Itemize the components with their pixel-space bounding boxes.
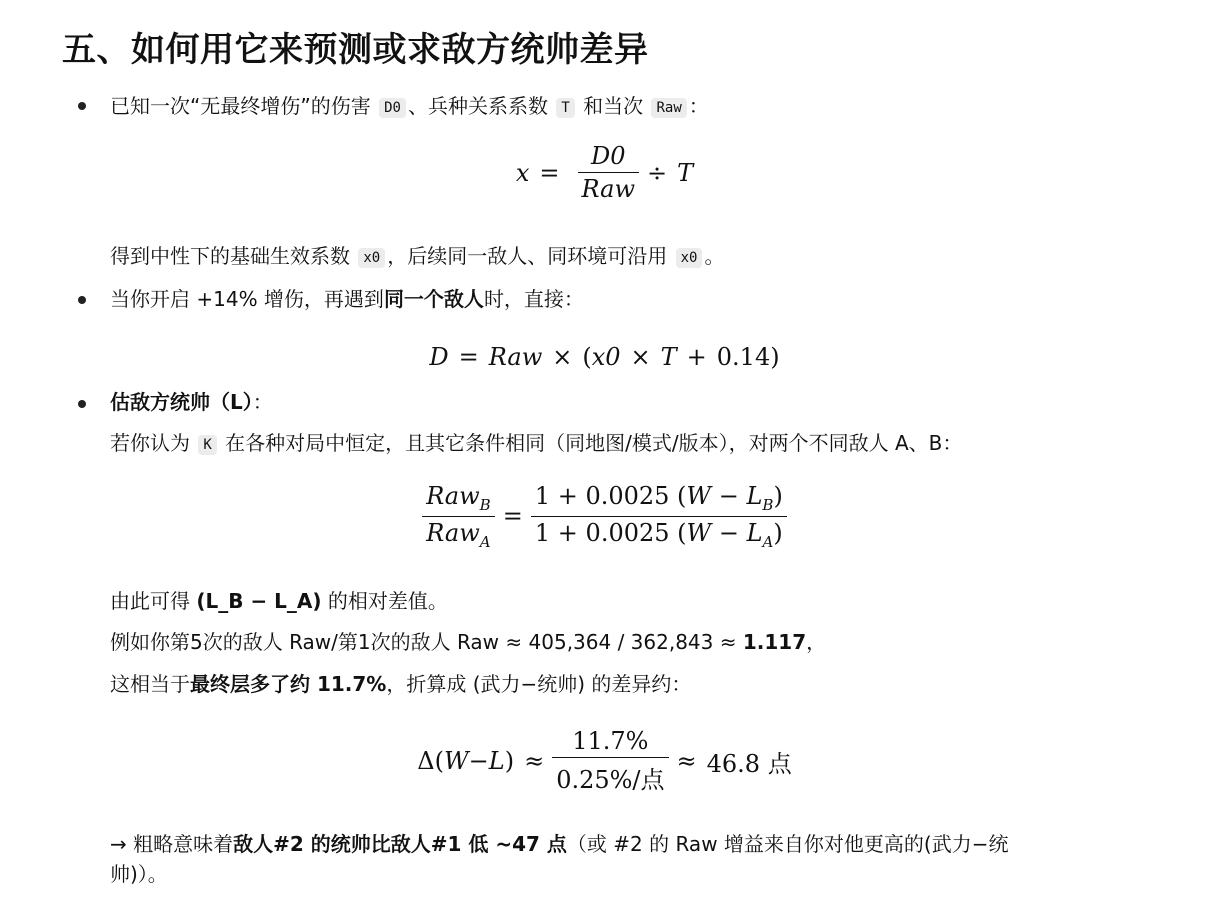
text: 若你认为 xyxy=(110,431,190,455)
eq-constant: 0.14 xyxy=(716,343,771,371)
eq-symbol: L xyxy=(746,518,763,547)
eq-operator: × xyxy=(552,343,573,371)
eq-operator: = xyxy=(502,502,523,531)
eq-paren: ) xyxy=(504,747,515,775)
eq-operator: ÷ xyxy=(647,158,668,187)
eq-operator: + xyxy=(686,343,707,371)
bullet-boost xyxy=(110,285,584,313)
paragraph-example xyxy=(110,628,826,656)
text: 帅)）。 xyxy=(110,862,168,886)
eq-symbol: Raw xyxy=(426,482,480,510)
equation-delta xyxy=(0,727,1209,795)
inline-code-x0: x0 xyxy=(358,248,385,268)
text: （或 #2 的 Raw 增益来自你对他更高的(武力−统 xyxy=(566,832,1009,856)
text: 和当次 xyxy=(583,94,644,118)
equation-x xyxy=(0,142,1209,203)
eq-result: 46.8 点 xyxy=(706,749,792,778)
fraction xyxy=(422,482,495,551)
text: 当你开启 +14% 增伤，再遇到 xyxy=(110,287,384,311)
bullet-dot xyxy=(78,102,86,110)
text: 已知一次“无最终增伤”的伤害 xyxy=(110,94,371,118)
inline-code-raw: Raw xyxy=(651,98,686,118)
fraction-denominator xyxy=(422,516,494,551)
text: 这相当于 xyxy=(110,672,190,696)
eq-symbol: Raw xyxy=(426,518,480,547)
bold-text: (L_B − L_A) xyxy=(196,589,322,613)
text: ， xyxy=(806,630,827,654)
eq-paren: ) xyxy=(773,482,783,510)
fraction-numerator xyxy=(422,482,495,516)
eq-operator: ≈ xyxy=(676,747,697,775)
bullet-dot xyxy=(78,296,86,304)
eq-symbol: W xyxy=(686,518,712,547)
text: ，后续同一敌人、同环境可沿用 xyxy=(387,244,668,268)
inline-code-t: T xyxy=(556,98,574,118)
bold-text: 同一个敌人 xyxy=(383,287,484,311)
text: 得到中性下的基础生效系数 xyxy=(110,244,350,268)
text: → 粗略意味着 xyxy=(110,832,234,856)
eq-text: Δ( xyxy=(417,747,444,775)
eq-operator: = xyxy=(458,343,479,371)
bold-text: 1.117 xyxy=(742,630,807,654)
fraction xyxy=(552,727,668,795)
section-heading: 五、如何用它来预测或求敌方统帅差异 xyxy=(62,30,649,70)
bold-text: 估敌方统帅（L） xyxy=(110,390,253,414)
eq-symbol: L xyxy=(746,482,763,510)
eq-paren: ) xyxy=(770,343,780,371)
inline-code-k: K xyxy=(198,435,216,455)
inline-code-d0: D0 xyxy=(379,98,406,118)
fraction xyxy=(531,482,787,551)
paragraph-equivalent xyxy=(110,670,691,698)
equation-ratio xyxy=(0,482,1209,551)
bullet-known-damage xyxy=(110,92,709,123)
subscript: B xyxy=(762,495,774,514)
eq-operator: × xyxy=(630,343,651,371)
eq-symbol: W xyxy=(686,482,712,510)
eq-symbol: T xyxy=(677,158,694,187)
eq-text: 1 + 0.0025 ( xyxy=(534,482,687,510)
fraction-denominator: 0.25%/点 xyxy=(552,757,668,795)
text: 、兵种关系系数 xyxy=(407,94,548,118)
text: 例如你第5次的敌人 Raw/第1次的敌人 Raw ≈ 405,364 / 362,843 ≈ xyxy=(110,630,737,654)
paragraph-x0 xyxy=(110,242,724,273)
paragraph-conclusion-cont xyxy=(110,860,168,888)
subscript: B xyxy=(479,495,491,514)
text: ，折算成 (武力−统帅) 的差异约： xyxy=(386,672,692,696)
bold-text: 敌人#2 的统帅比敌人#1 低 ~47 点 xyxy=(233,832,567,856)
eq-symbol: D xyxy=(429,343,449,371)
text: ： xyxy=(688,94,709,118)
bold-text: 最终层多了约 11.7% xyxy=(190,672,387,696)
fraction-numerator: D0 xyxy=(591,142,626,170)
text: 由此可得 xyxy=(110,589,190,613)
subscript: A xyxy=(479,532,491,551)
fraction-denominator xyxy=(531,516,787,551)
equation-d xyxy=(0,343,1209,371)
eq-operator: − xyxy=(711,482,747,510)
inline-code-x0: x0 xyxy=(676,248,703,268)
text: 的相对差值。 xyxy=(327,589,448,613)
eq-symbol: T xyxy=(660,343,677,371)
text: ： xyxy=(252,390,273,414)
eq-symbol: x xyxy=(515,158,530,187)
eq-paren: ) xyxy=(773,518,783,547)
paragraph-relative-diff xyxy=(110,587,448,615)
eq-operator: = xyxy=(539,158,560,187)
text: 。 xyxy=(704,244,725,268)
paragraph-conclusion xyxy=(110,830,1008,858)
fraction-denominator: Raw xyxy=(578,172,639,203)
bullet-estimate-l xyxy=(110,388,273,416)
eq-symbol: x0 xyxy=(591,343,621,371)
bullet-dot xyxy=(78,400,86,408)
subscript: A xyxy=(762,532,774,551)
text: 时，直接： xyxy=(483,287,584,311)
fraction-numerator: 11.7% xyxy=(572,727,649,755)
eq-symbol: W xyxy=(443,747,469,775)
eq-operator: − xyxy=(711,518,747,547)
fraction-numerator xyxy=(531,482,787,516)
eq-symbol: Raw xyxy=(488,343,543,371)
eq-paren: ( xyxy=(582,343,592,371)
eq-operator: − xyxy=(468,747,489,775)
fraction xyxy=(578,142,639,203)
paragraph-assume-k xyxy=(110,429,962,460)
eq-symbol: L xyxy=(488,747,505,775)
eq-text: 1 + 0.0025 ( xyxy=(534,518,687,547)
text: 在各种对局中恒定，且其它条件相同（同地图/模式/版本），对两个不同敌人 A、B： xyxy=(225,431,963,455)
eq-operator: ≈ xyxy=(524,747,545,775)
